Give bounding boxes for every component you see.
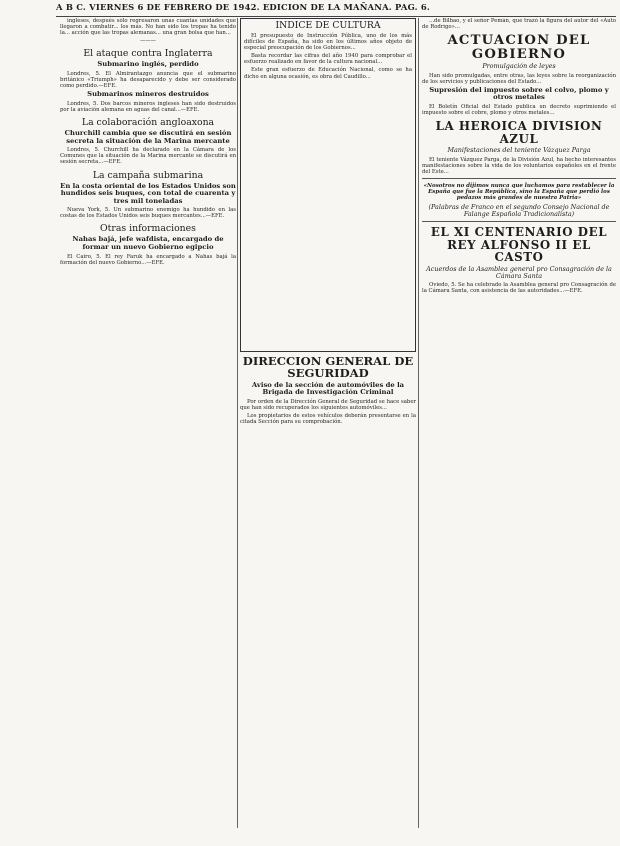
pull-quote: «Nosotros no dijimos nunca que luchamos para restablecer la España que fue la República, sino la España que perdió los pedazos más grandes de nuestra Patria» xyxy=(423,182,615,202)
article-text: El teniente Vázquez Parga, de la División Azul, ha hecho interesantes manifestaciones sobre la vida de los voluntarios españoles en el frente del Este... xyxy=(422,156,616,175)
article-text: Han sido promulgadas, entre otras, las leyes sobre la reorganización de los servicios y publicaciones del Estado... xyxy=(422,72,616,85)
article-text: Londres, 5. Dos barcos mineros ingleses han sido destruidos por la aviación alemana en aguas del canal...—EFE. xyxy=(60,100,236,113)
article-text: ...de Bilbao, y el señor Pemán, que trazó la figura del autor del «Auto de Rodrigo»... xyxy=(422,18,616,31)
section-headline: El ataque contra Inglaterra xyxy=(83,48,213,60)
article-text: Londres, 5. Churchill ha declarado en la Cámara de los Comunes que la situación de la Marina mercante se discutirá en sesión secreta...—EFE. xyxy=(60,147,236,166)
section-headline: Otras informaciones xyxy=(100,223,196,235)
column-2 xyxy=(240,18,416,818)
subheadline: Supresión del impuesto sobre el colvo, plomo y otros metales xyxy=(429,85,609,102)
article-text: El Boletín Oficial del Estado publica un decreto suprimiendo el impuesto sobre el cobre, plomo y otros metales... xyxy=(422,103,616,117)
article-text: Los propietarios de estos vehículos deberán presentarse en la citada Sección para su comprobación. xyxy=(240,413,416,426)
section-headline: La colaboración angloaxona xyxy=(81,117,215,129)
subheadline: Manifestaciones del teniente Vázquez Parga xyxy=(447,146,591,155)
box-title: INDICE DE CULTURA xyxy=(275,20,381,31)
subheadline: Promulgación de leyes xyxy=(482,62,556,71)
subheadline: Nahas bajá, jefe wafdista, encargado de formar un nuevo Gobierno egipcio xyxy=(72,235,224,252)
column-divider xyxy=(418,18,419,828)
subheadline: En la costa oriental de los Estados Unidos son hundidos seis buques, con total de cuarenta y tres mil toneladas xyxy=(60,181,236,205)
subheadline: Churchill cambia que se discutirá en sesión secreta la situación de la Marina mercante xyxy=(64,129,232,145)
quote-caption: (Palabras de Franco en el segundo Consejo Nacional de Falange Española Tradicionalista) xyxy=(428,202,610,218)
section-headline: DIRECCION GENERAL DE SEGURIDAD xyxy=(242,354,414,381)
article-text: Londres, 5. El Almirantazgo anuncia que el submarino británico «Triumph» ha desaparecido y debe ser considerado como perdido.—EFE. xyxy=(60,70,236,90)
section-headline: LA HEROICA DIVISION AZUL xyxy=(435,119,603,146)
subheadline: Submarino inglés, perdido xyxy=(97,60,199,69)
subheadline: Acuerdos de la Asamblea general pro Consagración de la Cámara Santa xyxy=(426,264,612,281)
subheadline: Aviso de la sección de automóviles de la Brigada de Investigación Criminal xyxy=(251,380,405,397)
article-text: Basta recordar las cifras del año 1940 para comprobar el esfuerzo realizado en favor de la cultura nacional... xyxy=(244,53,412,66)
column-3 xyxy=(422,18,616,818)
article-text: El Cairo, 5. El rey Faruk ha encargado a Nahas bajá la formación del nuevo Gobierno...—EFE. xyxy=(60,253,236,266)
section-headline: ACTUACION DEL GOBIERNO xyxy=(447,33,591,62)
article-text: Nueva York, 5. Un submarino enemigo ha hundido en las costas de los Estados Unidos seis buques mercantes...—EFE. xyxy=(60,207,236,220)
column-1: ingleses, después sólo regresaron unas cuantas unidades que llegaron a combatir... los más. No han sido los tropas ha tenido la... acción que las tropas alemanas... una gran bolsa que han... ——— El ataque contra Inglaterra Submarino inglés, perdido Londres, 5. El Almirantazgo anuncia que el submarino británico «Triumph» ha desaparecido y debe ser considerado como perdido.—EFE. Submarinos mineros destruidos Londres, 5. Dos barcos mineros ingleses han sido destruidos por la aviación alemana en aguas del canal...—EFE. La colaboración angloaxona Churchill cambia que se discutirá en sesión secreta la situación de la Marina mercante Londres, 5. Churchill ha declarado en la Cámara de los Comunes que la situación de la Marina mercante se discutirá en sesión secreta...—EFE. La campaña submarina En la costa oriental de los Estados Unidos son hundidos seis buques, con total de cuarenta y tres mil toneladas Nueva York, 5. Un submarino enemigo ha hundido en las costas de los Estados Unidos seis buques mercantes...—EFE. Otras informaciones Nahas bajá, jefe wafdista, encargado de formar un nuevo Gobierno egipcio El Cairo, 5. El rey Faruk ha encargado a Nahas bajá la formación del nuevo Gobierno...—EFE. xyxy=(60,18,236,266)
article-text: Por orden de la Dirección General de Seguridad se hace saber que han sido recuperados los siguientes automóviles... xyxy=(240,399,416,412)
page-header: A B C. VIERNES 6 DE FEBRERO DE 1942. EDICION DE LA MAÑANA. PAG. 6. xyxy=(56,2,431,12)
article-text: El presupuesto de Instrucción Pública, uno de los más difíciles de España, ha sido en los últimos años objeto de especial preocupación de los Gobiernos... xyxy=(244,33,412,52)
section-headline: EL XI CENTENARIO DEL REY ALFONSO II EL CASTO xyxy=(430,225,608,265)
article-text: Este gran esfuerzo de Educación Nacional, como se ha dicho en alguna ocasión, es obra del Caudillo... xyxy=(244,67,412,80)
column-divider xyxy=(237,18,238,828)
article-text: Oviedo, 5. Se ha celebrado la Asamblea general pro Consagración de la Cámara Santa, con asistencia de las autoridades...—EFE. xyxy=(422,282,616,295)
section-headline: La campaña submarina xyxy=(92,169,204,181)
subheadline: Submarinos mineros destruidos xyxy=(87,90,209,99)
article-text: ingleses, después sólo regresaron unas cuantas unidades que llegaron a combatir... los más. No han sido los tropas ha tenido la... acción que las tropas alemanas... una gran bolsa que han... xyxy=(60,18,236,37)
header-rule xyxy=(56,16,616,17)
boxed-article xyxy=(240,18,416,352)
